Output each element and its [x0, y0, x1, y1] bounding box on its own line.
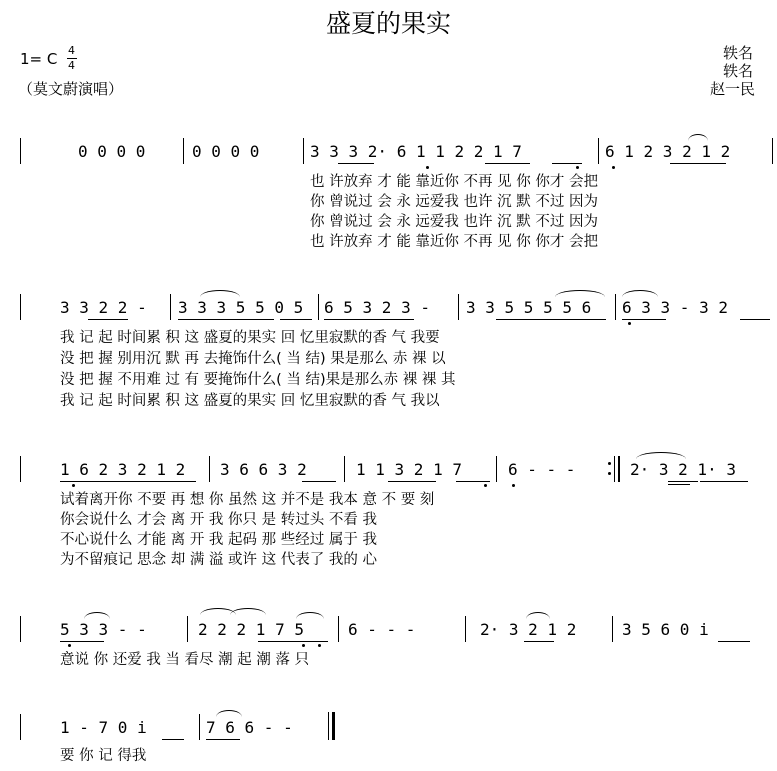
slur — [526, 612, 550, 619]
repeat-dot — [608, 472, 611, 475]
underline-beam — [718, 641, 750, 642]
measure-notes: 6 1 2 3 2 1 2 — [605, 142, 731, 161]
key-signature: 1= C — [20, 50, 58, 68]
slur — [216, 710, 242, 717]
bar-line — [465, 616, 466, 642]
measure-notes: 3 6 6 3 2 — [220, 460, 307, 479]
bar-line — [199, 714, 200, 740]
octave-dot — [318, 644, 321, 647]
lyric-line: 不心说什么 才能 离 开 我 起码 那 些经过 属于 我 — [60, 532, 377, 548]
lyric-line: 意说 你 还爱 我 当 看尽 潮 起 潮 落 只 — [60, 652, 310, 668]
bar-line — [20, 138, 21, 164]
bar-line — [20, 456, 21, 482]
bar-line — [772, 138, 773, 164]
octave-dot — [512, 484, 515, 487]
underline-beam — [552, 163, 582, 164]
composer-credit: 轶名 — [722, 62, 753, 80]
repeat-bar-line — [614, 456, 615, 482]
measure-notes: 6 5 3 2 3 - — [324, 298, 430, 317]
underline-beam — [162, 739, 184, 740]
bar-line — [20, 714, 21, 740]
lyric-line: 你 曾说过 会 永 远爱我 也许 沉 默 不过 因为 — [310, 214, 598, 230]
bar-line — [615, 294, 616, 320]
measure-notes: 6 - - - — [348, 620, 416, 639]
bar-line — [318, 294, 319, 320]
lyric-line: 试着离开你 不要 再 想 你 虽然 这 并不是 我本 意 不 要 刻 — [60, 492, 435, 508]
repeat-bar-line — [618, 456, 620, 482]
octave-dot — [484, 484, 487, 487]
lyric-line: 没 把 握 别用沉 默 再 去掩饰什么( 当 结) 果是那么 赤 裸 以 — [60, 351, 446, 367]
octave-dot — [612, 166, 615, 169]
underline-beam — [700, 481, 748, 482]
lyric-line: 要 你 记 得我 — [60, 748, 147, 764]
underline-beam — [324, 319, 414, 320]
underline-beam — [258, 641, 328, 642]
lyric-line: 也 许放弃 才 能 靠近你 不再 见 你 你才 会把 — [310, 234, 598, 250]
lyric-line: 为不留痕记 思念 却 满 溢 或许 这 代表了 我的 心 — [60, 552, 377, 568]
song-title: 盛夏的果实 — [325, 9, 451, 38]
underline-beam — [485, 163, 530, 164]
measure-notes: 7 6 6 - - — [206, 718, 293, 737]
slur — [230, 608, 266, 615]
measure-notes: 0 0 0 0 — [78, 142, 146, 161]
bar-line — [496, 456, 497, 482]
lyric-line: 你会说什么 才会 离 开 我 你只 是 转过头 不看 我 — [60, 512, 377, 528]
lyric-line: 也 许放弃 才 能 靠近你 不再 见 你 你才 会把 — [310, 174, 598, 190]
measure-notes: 2· 3 2 1· 3 — [630, 460, 736, 479]
bar-line — [20, 616, 21, 642]
underline-beam — [668, 481, 698, 482]
repeat-dot — [608, 462, 611, 465]
octave-dot — [576, 166, 579, 169]
measure-notes: 1 - 7 0 i — [60, 718, 147, 737]
measure-notes: 6 - - - — [508, 460, 576, 479]
slur — [622, 290, 658, 297]
octave-dot — [68, 644, 71, 647]
underline-beam — [338, 163, 374, 164]
slur — [84, 612, 110, 619]
slur — [200, 290, 240, 297]
bar-line — [338, 616, 339, 642]
underline-beam — [524, 641, 554, 642]
octave-dot — [302, 644, 305, 647]
performer: （莫文蔚演唱） — [18, 80, 124, 98]
bar-line — [209, 456, 210, 482]
measure-notes: 3 3 2 2 - — [60, 298, 147, 317]
final-bar-line — [328, 712, 329, 740]
underline-beam — [456, 481, 490, 482]
underline-beam — [670, 163, 726, 164]
measure-notes: 5 3 3 - - — [60, 620, 147, 639]
underline-beam — [622, 319, 666, 320]
underline-beam — [668, 484, 690, 485]
bar-line — [612, 616, 613, 642]
bar-line — [20, 294, 21, 320]
measure-notes: 1 6 2 3 2 1 2 — [60, 460, 186, 479]
underline-beam — [60, 641, 104, 642]
slur — [636, 452, 686, 459]
lyric-line: 没 把 握 不用难 过 有 要掩饰什么( 当 结)果是那么赤 裸 裸 其 — [60, 372, 456, 388]
measure-notes: 2 2 2 1 7 5 — [198, 620, 304, 639]
measure-notes: 1 1 3 2 1 7 — [356, 460, 462, 479]
octave-dot — [72, 484, 75, 487]
measure-notes: 3 3 5 5 5 5 6 — [466, 298, 592, 317]
measure-notes: 3 3 3 5 5 0 5 — [178, 298, 304, 317]
lyric-line: 你 曾说过 会 永 远爱我 也许 沉 默 不过 因为 — [310, 194, 598, 210]
underline-beam — [178, 319, 274, 320]
measure-notes: 2· 3 2 1 2 — [480, 620, 577, 639]
octave-dot — [426, 166, 429, 169]
measure-notes: 0 0 0 0 — [192, 142, 260, 161]
underline-beam — [302, 481, 336, 482]
bar-line — [344, 456, 345, 482]
lyric-line: 我 记 起 时间累 积 这 盛夏的果实 回 忆里寂默的香 气 我以 — [60, 393, 440, 409]
bar-line — [187, 616, 188, 642]
lyric-line: 我 记 起 时间累 积 这 盛夏的果实 回 忆里寂默的香 气 我要 — [60, 330, 440, 346]
arranger-credit: 赵一民 — [709, 80, 755, 98]
underline-beam — [496, 319, 606, 320]
measure-notes: 3 5 6 0 i — [622, 620, 709, 639]
underline-beam — [88, 319, 128, 320]
octave-dot — [628, 322, 631, 325]
slur — [555, 290, 605, 297]
lyricist-credit: 轶名 — [722, 44, 753, 62]
bar-line — [303, 138, 304, 164]
bar-line — [598, 138, 599, 164]
underline-beam — [60, 481, 196, 482]
slur — [688, 134, 708, 141]
slur — [296, 612, 324, 619]
underline-beam — [740, 319, 770, 320]
underline-beam — [388, 481, 436, 482]
bar-line — [183, 138, 184, 164]
time-signature-bottom: 4 — [68, 59, 75, 72]
measure-notes: 6 3 3 - 3 2 — [622, 298, 728, 317]
final-bar-line — [332, 712, 335, 740]
bar-line — [170, 294, 171, 320]
time-signature-top: 4 — [68, 44, 75, 57]
bar-line — [458, 294, 459, 320]
measure-notes: 3 3 3 2· 6 1 1 2 2 1 7 — [310, 142, 522, 161]
underline-beam — [280, 319, 312, 320]
underline-beam — [206, 739, 240, 740]
